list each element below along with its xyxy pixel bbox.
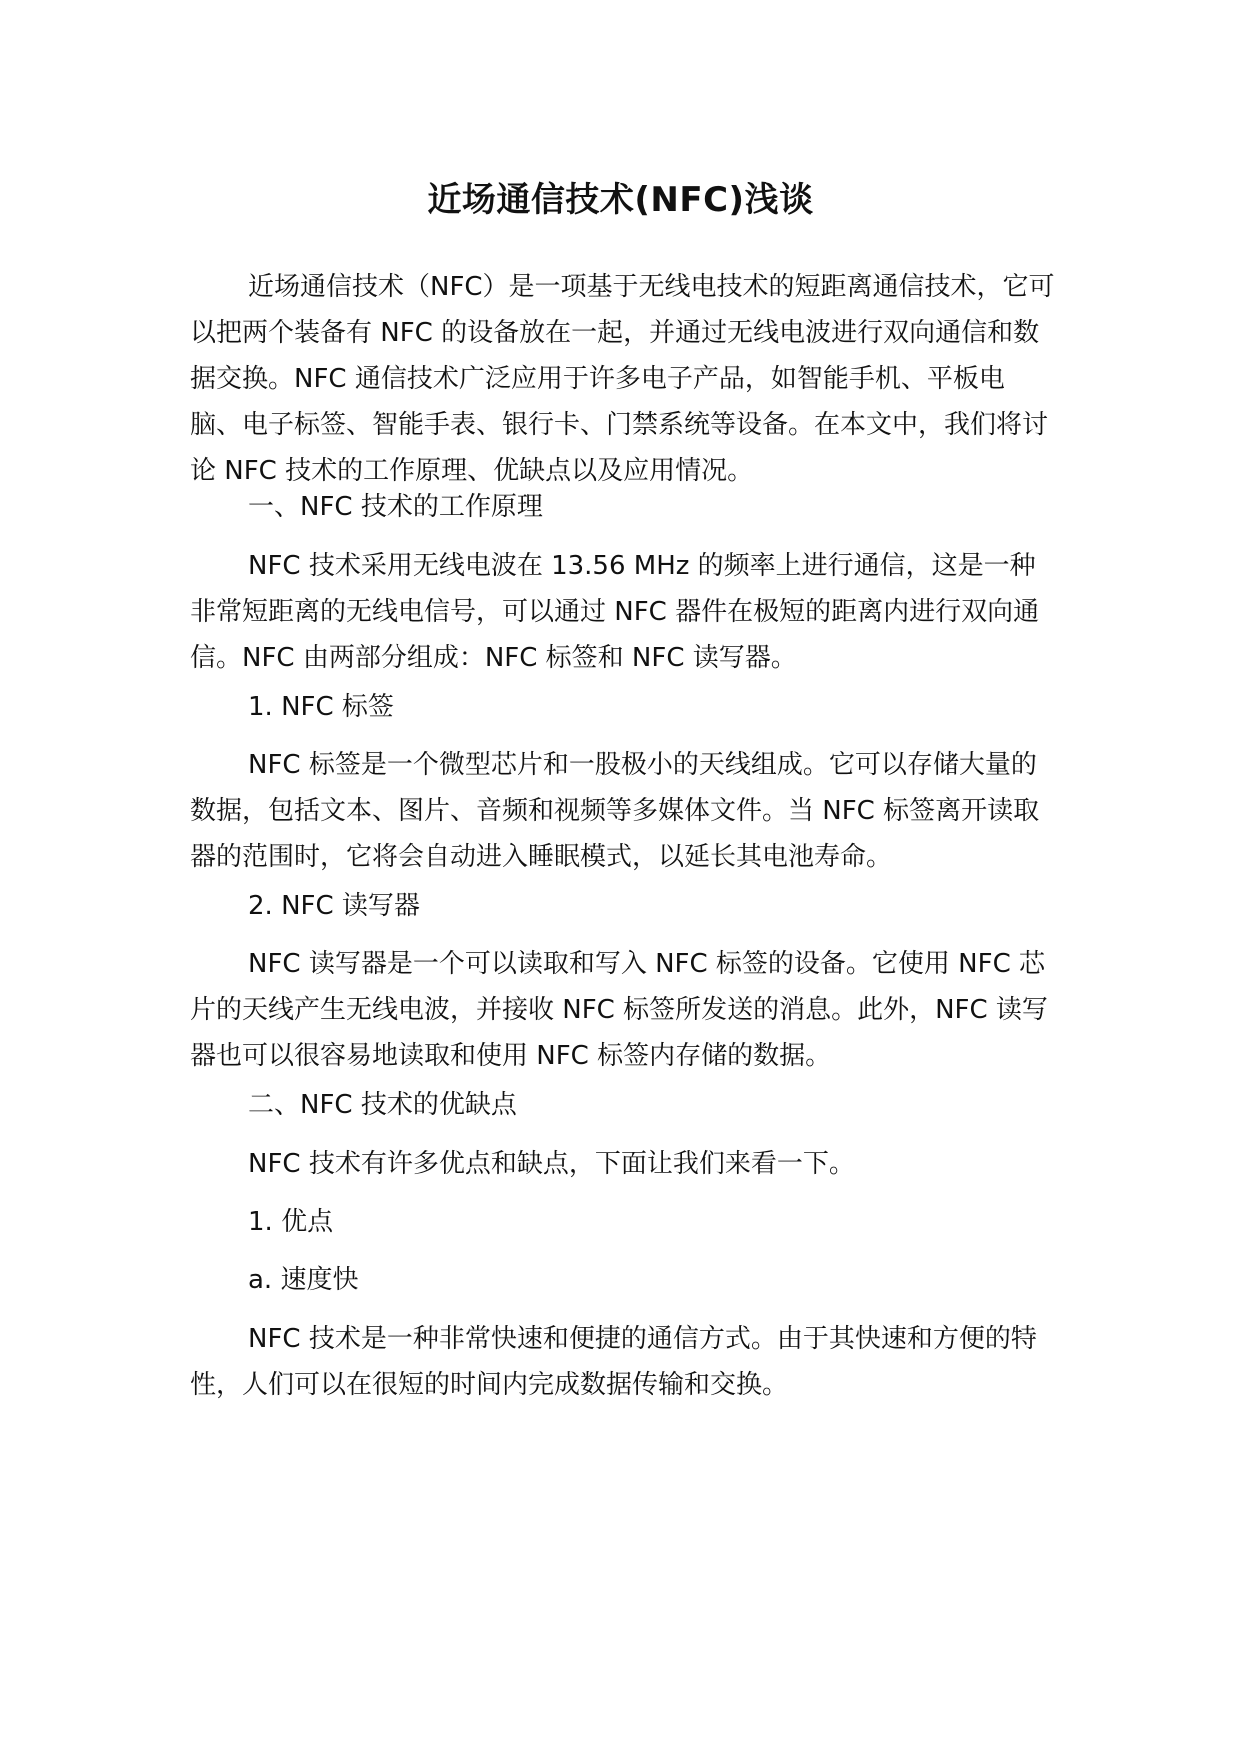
- pros-cons-intro-paragraph: NFC 技术有许多优点和缺点，下面让我们来看一下。: [248, 1149, 855, 1179]
- section-heading-working-principle: 一、NFC 技术的工作原理: [248, 492, 543, 522]
- working-principle-paragraph: NFC 技术采用无线电波在 13.56 MHz 的频率上进行通信，这是一种非常短距离的无线电信号，可以通过 NFC 器件在极短的距离内进行双向通信。NFC 由两部分组成：NFC 标签和 NFC 读写器。: [190, 551, 1040, 673]
- nfc-tag-paragraph: NFC 标签是一个微型芯片和一股极小的天线组成。它可以存储大量的数据，包括文本、图片、音频和视频等多媒体文件。当 NFC 标签离开读取器的范围时，它将会自动进入睡眠模式，以延长其电池寿命。: [190, 750, 1040, 872]
- subheading-nfc-reader: 2. NFC 读写器: [248, 891, 420, 921]
- section-heading-pros-cons: 二、NFC 技术的优缺点: [248, 1090, 517, 1120]
- fast-speed-paragraph: NFC 技术是一种非常快速和便捷的通信方式。由于其快速和方便的特性，人们可以在很短的时间内完成数据传输和交换。: [190, 1324, 1037, 1400]
- subheading-fast-speed: a. 速度快: [248, 1265, 359, 1295]
- subheading-advantages: 1. 优点: [248, 1207, 334, 1237]
- subheading-nfc-tag: 1. NFC 标签: [248, 692, 394, 722]
- intro-paragraph: 近场通信技术（NFC）是一项基于无线电技术的短距离通信技术，它可以把两个装备有 NFC 的设备放在一起，并通过无线电波进行双向通信和数据交换。NFC 通信技术广泛应用于许多电子产品，如智能手机、平板电脑、电子标签、智能手表、银行卡、门禁系统等设备。在本文中，我们将讨论 NFC 技术的工作原理、优缺点以及应用情况。: [190, 272, 1055, 486]
- nfc-reader-paragraph: NFC 读写器是一个可以读取和写入 NFC 标签的设备。它使用 NFC 芯片的天线产生无线电波，并接收 NFC 标签所发送的消息。此外，NFC 读写器也可以很容易地读取和使用 NFC 标签内存储的数据。: [190, 949, 1048, 1071]
- document-title: 近场通信技术(NFC)浅谈: [427, 180, 814, 220]
